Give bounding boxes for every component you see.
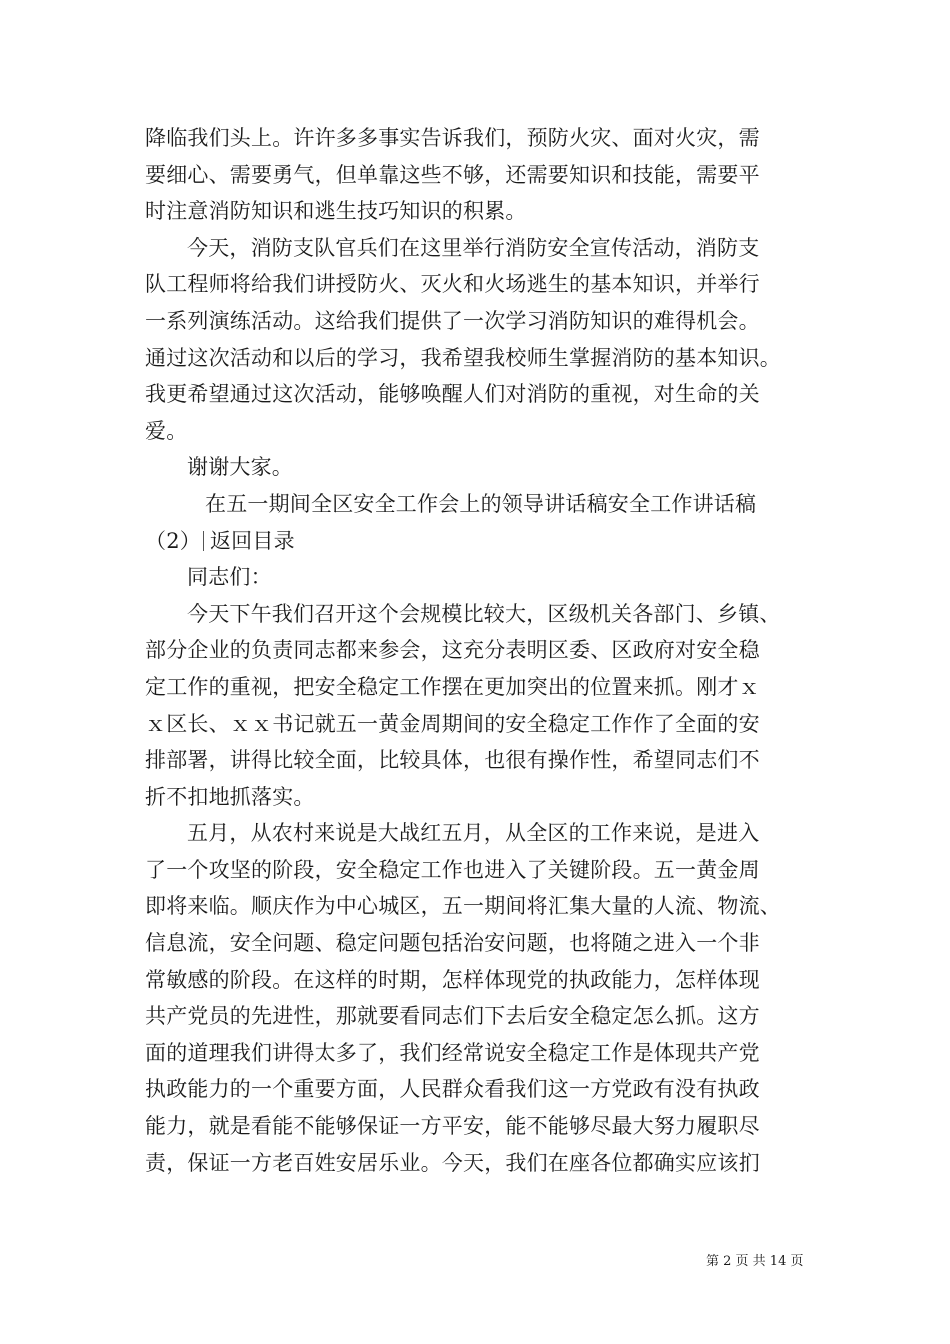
text-line: 五月，从农村来说是大战红五月，从全区的工作来说，是进入 [187,821,760,846]
text-line: 通过这次活动和以后的学习，我希望我校师生掌握消防的基本知识。 [145,345,781,370]
text-line: 常敏感的阶段。在这样的时期，怎样体现党的执政能力，怎样体现 [145,967,760,992]
text-line: 执政能力的一个重要方面，人民群众看我们这一方党政有没有执政 [145,1077,760,1102]
text-line: 今天下午我们召开这个会规模比较大，区级机关各部门、乡镇、 [187,601,781,626]
text-line: 共产党员的先进性，那就要看同志们下去后安全稳定怎么抓。这方 [145,1004,760,1029]
text-line: 部分企业的负责同志都来参会，这充分表明区委、区政府对安全稳 [145,638,760,663]
text-line: 即将来临。顺庆作为中心城区，五一期间将汇集大量的人流、物流、 [145,894,781,919]
text-line: 队工程师将给我们讲授防火、灭火和火场逃生的基本知识，并举行 [145,272,760,297]
closing-line: 谢谢大家。 [187,455,293,480]
text-line: 责，保证一方老百姓安居乐业。今天，我们在座各位都确实应该扪 [145,1150,760,1175]
text-line: 能力，就是看能不能够保证一方平安，能不能够尽最大努力履职尽 [145,1114,760,1139]
text-line: 了一个攻坚的阶段，安全稳定工作也进入了关键阶段。五一黄金周 [145,857,760,882]
text-line: 爱。 [145,418,188,443]
text-line: 折不扣地抓落实。 [145,784,315,809]
section-title: 在五一期间全区安全工作会上的领导讲话稿安全工作讲话稿 [205,491,757,516]
text-line: 我更希望通过这次活动，能够唤醒人们对消防的重视，对生命的关 [145,382,760,407]
text-line: 今天，消防支队官兵们在这里举行消防安全宣传活动，消防支 [187,235,760,260]
text-line: 排部署，讲得比较全面，比较具体，也很有操作性，希望同志们不 [145,748,760,773]
text-line: ｘ区长、ｘｘ书记就五一黄金周期间的安全稳定工作作了全面的安 [145,711,760,736]
section-number: （2） [145,528,201,553]
section-title-continued [145,523,810,560]
text-cursor [203,531,204,551]
text-line: 降临我们头上。许许多多事实告诉我们，预防火灾、面对火灾，需 [145,126,760,150]
salutation: 同志们： [187,565,272,590]
text-line: 面的道理我们讲得太多了，我们经常说安全稳定工作是体现共产党 [145,1040,760,1065]
text-line: 时注意消防知识和逃生技巧知识的积累。 [145,199,527,224]
page-number: 第 2 页 共 14 页 [706,1254,804,1269]
document-body [145,120,810,1181]
return-to-toc-link[interactable]: 返回目录 [209,528,295,553]
text-line: 定工作的重视，把安全稳定工作摆在更加突出的位置来抓。刚才ｘ [145,674,760,699]
text-line: 一系列演练活动。这给我们提供了一次学习消防知识的难得机会。 [145,308,760,333]
text-line: 要细心、需要勇气，但单靠这些不够，还需要知识和技能，需要平 [145,162,760,187]
text-line: 信息流，安全问题、稳定问题包括治安问题，也将随之进入一个非 [145,931,760,956]
